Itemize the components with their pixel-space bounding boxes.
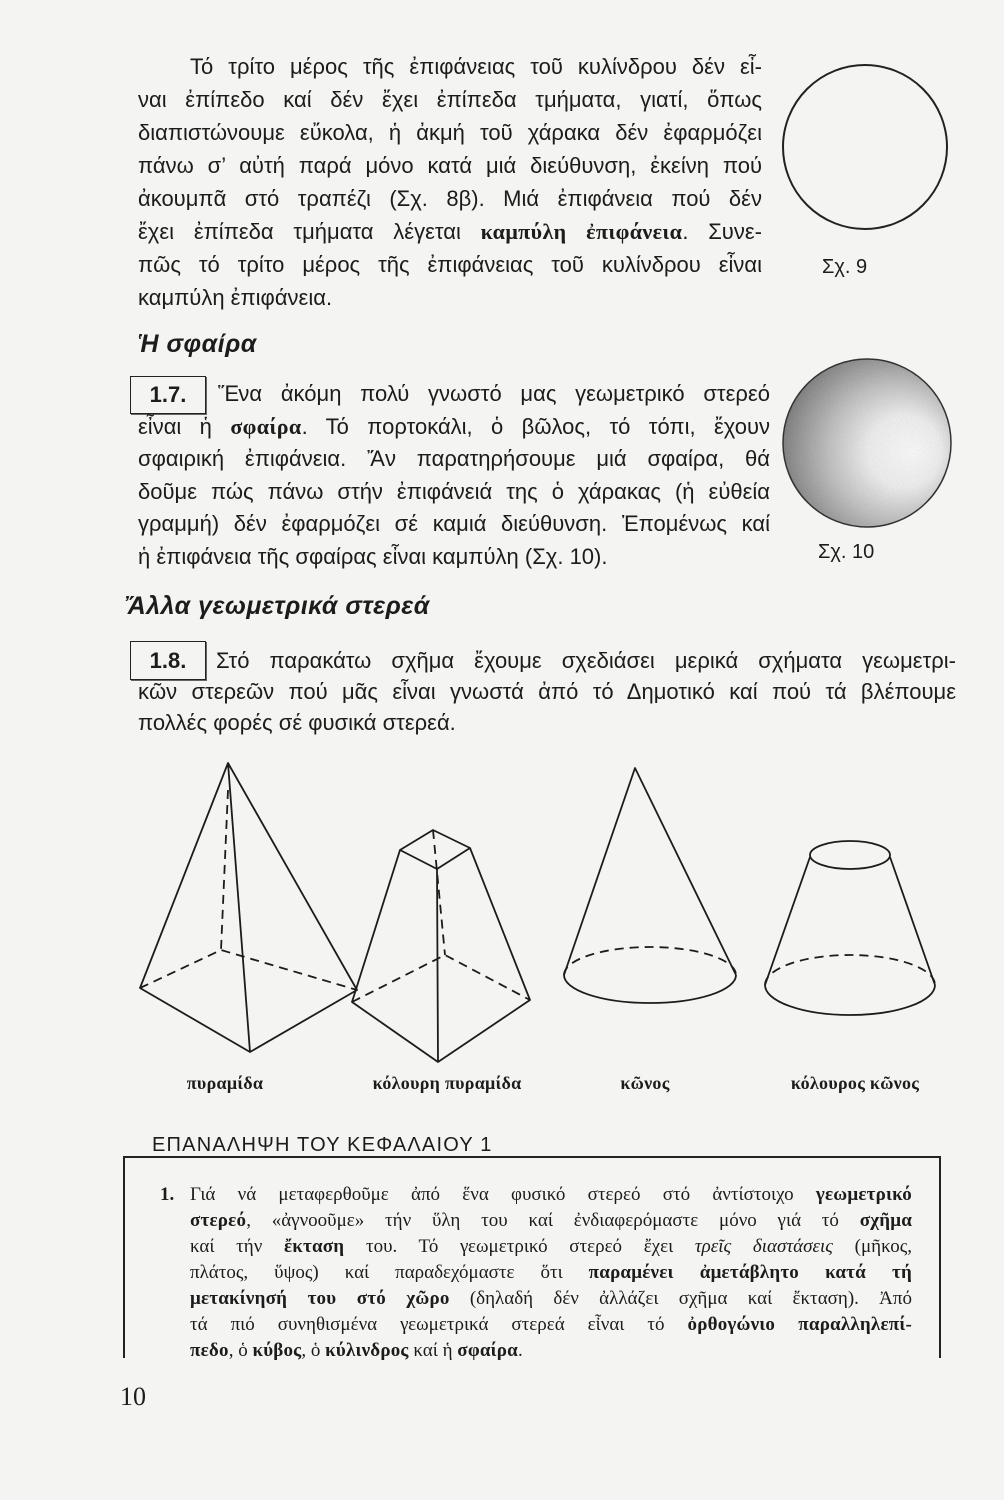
section-number-box: 1.8.	[130, 641, 206, 680]
cone-base-back	[564, 947, 736, 975]
cylinder-curved-surface-paragraph	[138, 50, 762, 314]
cone-base-front	[564, 975, 736, 1003]
text-line: κῶν στερεῶν πού μᾶς εἶναι γνωστά ἀπό τό Δημοτικό καί πού τά βλέπουμε	[138, 679, 956, 704]
figure-9-circle	[780, 62, 950, 232]
text-line: Στό παρακάτω σχῆμα ἔχουμε σχεδιάσει μερικά σχήματα γεωμετρι-	[216, 648, 956, 673]
text-run: του. Τό γεωμετρικό στερεό ἔχει	[344, 1236, 695, 1257]
page-number: 10	[120, 1382, 146, 1411]
text-run: ἔχει ἐπίπεδα τμήματα λέγεται	[138, 219, 481, 244]
term-rectangular-parallelepiped: πεδο	[190, 1340, 229, 1361]
figure-10-caption: Σχ. 10	[818, 541, 875, 563]
figure-10-sphere	[780, 356, 955, 531]
term-three-dimensions: τρεῖς διαστάσεις	[694, 1236, 833, 1257]
term-rectangular-parallelepiped: ὀρθογώνιο παραλληλεπί-	[687, 1314, 912, 1335]
text-run: . Συνε-	[682, 219, 762, 244]
text-run: , ὁ	[301, 1340, 326, 1361]
text-line	[190, 1234, 912, 1260]
truncated-cone-top	[810, 841, 890, 869]
text-line: ἡ ἐπιφάνεια τῆς σφαίρας εἶναι καμπύλη (Σχ. 10).	[138, 543, 608, 569]
text-run: τά πιό συνηθισμένα γεωμετρικά στερεά εἶναι τό	[190, 1314, 688, 1335]
term-curved-surface: καμπύλη ἐπιφάνεια	[480, 219, 683, 244]
text-line: πῶς τό τρίτο μέρος τῆς ἐπιφάνειας τοῦ κυλίνδρου εἶναι	[138, 252, 762, 277]
text-line	[190, 1338, 912, 1364]
text-line	[190, 1312, 912, 1338]
pyramid-visible-edges	[140, 763, 357, 1052]
truncated-pyramid-drawing	[352, 830, 530, 1062]
text-run: καί τήν	[190, 1236, 284, 1257]
truncated-pyramid-visible-edges	[352, 848, 530, 1062]
truncated-cone-label: κόλουρος κῶνος	[790, 1073, 920, 1093]
truncated-pyramid-label: κόλουρη πυραμίδα	[372, 1073, 522, 1093]
text-line: καμπύλη ἐπιφάνεια.	[138, 285, 333, 310]
sphere-heading: Ἡ σφαίρα	[138, 330, 257, 358]
term-geometric-solid: στερεό	[190, 1210, 247, 1231]
figure-9-caption: Σχ. 9	[822, 256, 868, 278]
pyramid-drawing	[140, 763, 357, 1052]
section-number-box: 1.7.	[130, 376, 206, 414]
term-sphere: σφαίρα	[230, 413, 302, 439]
text-line	[138, 215, 762, 248]
other-solids-heading: Ἄλλα γεωμετρικά στερεά	[124, 592, 430, 620]
pyramid-label: πυραμίδα	[186, 1073, 264, 1093]
text-line	[190, 1260, 912, 1286]
text-line	[190, 1208, 912, 1234]
text-run: καί ἡ	[408, 1340, 458, 1361]
text-run: .	[517, 1340, 523, 1361]
text-run: πλάτος, ὕψος) καί παραδεχόμαστε ὅτι	[190, 1262, 589, 1283]
text-run: . Τό πορτοκάλι, ὁ βῶλος, τό τόπι, ἔχουν	[301, 413, 771, 439]
text-run: Γιά νά μεταφερθοῦμε ἀπό ἕνα φυσικό στερεό στό ἀντίστοιχο	[190, 1184, 816, 1205]
text-line: ἀκουμπᾶ στό τραπέζι (Σχ. 8β). Μιά ἐπιφάνεια πού δέν	[138, 186, 762, 211]
pyramid-hidden-edges	[140, 790, 357, 990]
text-line	[138, 411, 770, 444]
review-item-number: 1.	[160, 1184, 175, 1205]
text-run: , ὁ	[228, 1340, 253, 1361]
term-invariant: παραμένει ἀμετάβλητο κατά τή	[588, 1262, 912, 1283]
truncated-cone-sides	[765, 857, 935, 985]
sphere-texture	[783, 359, 951, 527]
term-cube: κύβος	[252, 1340, 302, 1361]
text-line: πολλές φορές σέ φυσικά στερεά.	[138, 710, 456, 735]
text-line: διαπιστώνουμε εὔκολα, ἡ ἀκμή τοῦ χάρακα δέν ἐφαρμόζει	[138, 120, 762, 145]
text-line	[190, 1182, 912, 1208]
truncated-cone-base-back	[765, 955, 935, 985]
text-line: Ἕνα ἀκόμη πολύ γνωστό μας γεωμετρικό στερεό	[218, 381, 770, 406]
cone-drawing	[564, 768, 736, 1003]
sphere-paragraph	[138, 378, 770, 573]
text-line: Τό τρίτο μέρος τῆς ἐπιφάνειας τοῦ κυλίνδρου δέν εἶ-	[190, 54, 762, 79]
other-solids-paragraph	[138, 645, 956, 738]
term-shape: σχῆμα	[859, 1210, 912, 1231]
solids-figure	[0, 740, 1004, 1080]
text-line: δοῦμε πώς πάνω στήν ἐπιφάνειά της ὁ χάρακας (ἡ εὐθεία	[138, 478, 770, 504]
text-line	[190, 1286, 912, 1312]
text-line: ναι ἐπίπεδο καί δέν ἔχει ἐπίπεδα τμήματα, γιατί, ὅπως	[138, 87, 762, 112]
cone-label: κῶνος	[620, 1073, 670, 1093]
text-line: σφαιρική ἐπιφάνεια. Ἄν παρατηρήσουμε μιά σφαίρα, θά	[138, 446, 770, 471]
term-invariant: μετακίνησή του στό χῶρο	[190, 1288, 450, 1309]
term-cylinder: κύλινδρος	[325, 1340, 409, 1361]
review-item-paragraph	[190, 1182, 912, 1364]
term-geometric-solid: γεωμετρικό	[815, 1184, 912, 1205]
text-run: (δηλαδή δέν ἀλλάζει σχῆμα καί ἔκταση). Ἀπό	[449, 1288, 912, 1309]
cone-sides	[564, 768, 736, 975]
truncated-cone-drawing	[765, 841, 935, 1015]
text-line: πάνω σ’ αὐτή παρά μόνο κατά μιά διεύθυνση, ἐκείνη πού	[138, 153, 762, 178]
circle-outline	[783, 65, 947, 229]
term-extent: ἔκταση	[283, 1236, 345, 1257]
text-run: , «ἀγνοοῦμε» τήν ὕλη του καί ἐνδιαφερόμαστε μόνο γιά τό	[246, 1210, 860, 1231]
review-title: ΕΠΑΝΑΛΗΨΗ ΤΟΥ ΚΕΦΑΛΑΙΟΥ 1	[152, 1134, 493, 1156]
term-sphere: σφαίρα	[457, 1340, 518, 1361]
truncated-cone-base-front	[765, 985, 935, 1015]
text-line: γραμμή) δέν ἐφαρμόζει σέ καμιά διεύθυνση. Ἐπομένως καί	[138, 511, 770, 536]
text-run: (μῆκος,	[832, 1236, 913, 1257]
text-run: εἶναι ἡ	[138, 413, 231, 439]
